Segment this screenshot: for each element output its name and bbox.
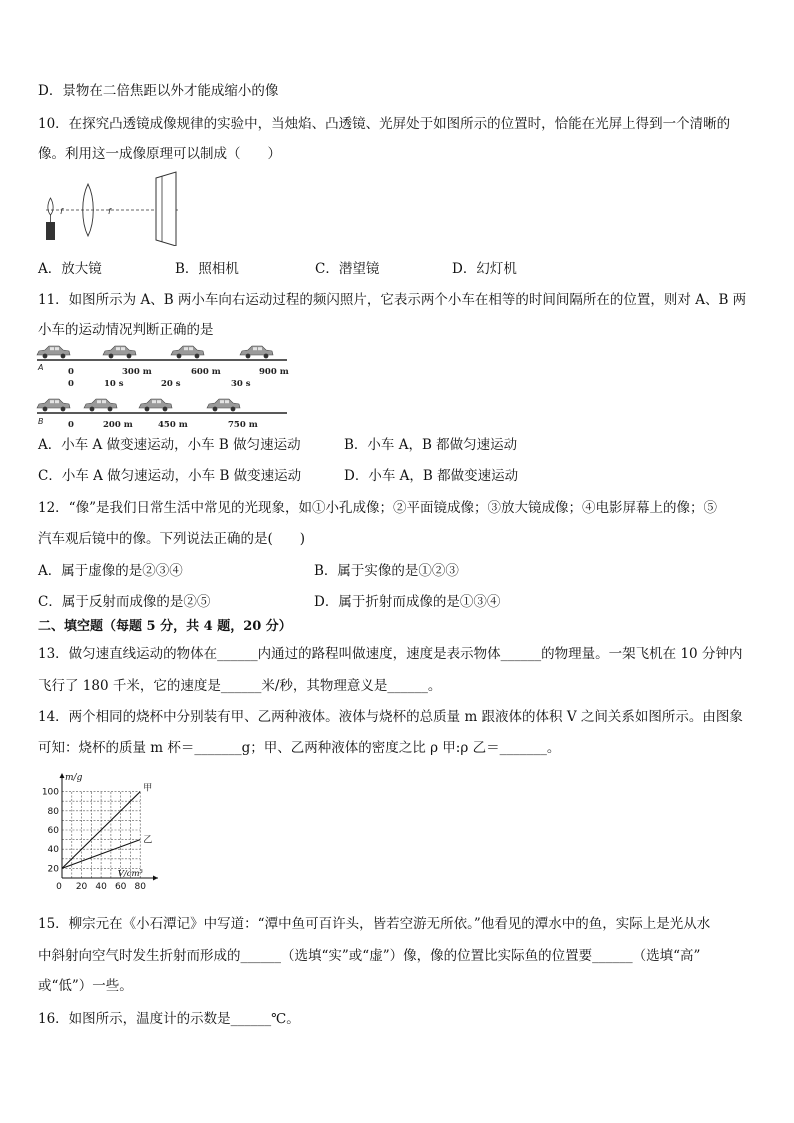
b-dist-1: 200 m — [103, 420, 133, 430]
q9-option-d: D．景物在二倍焦距以外才能成缩小的像 — [38, 83, 279, 99]
car-a-2 — [171, 346, 204, 358]
q11-option-d: D．小车 A，B 都做变速运动 — [344, 468, 519, 484]
car-b-2 — [139, 399, 172, 411]
x-tick-label: 80 — [134, 882, 146, 892]
q11-option-a: A．小车 A 做变速运动，小车 B 做匀速运动 — [38, 437, 301, 453]
y-axis-label: m/g — [65, 773, 83, 783]
q10-stem-line2: 像。利用这一成像原理可以制成（ ） — [38, 146, 281, 162]
candle-body — [46, 222, 55, 240]
y-tick-label: 60 — [47, 826, 59, 836]
car-a-3 — [240, 346, 273, 358]
car-a-0 — [37, 346, 70, 358]
q12-option-c: C．属于反射而成像的是②⑤ — [38, 594, 211, 610]
x-tick-label: 20 — [75, 882, 88, 892]
x-axis-label: V/cm³ — [117, 869, 143, 879]
q12-option-b: B．属于实像的是①②③ — [314, 563, 459, 579]
series-line-2 — [62, 840, 140, 869]
car-strobe-figure — [33, 343, 293, 433]
x-tick-label: 40 — [95, 882, 107, 892]
y-axis-arrow — [60, 773, 65, 778]
car-b-3 — [207, 399, 240, 411]
q10-stem-line1: 10．在探究凸透镜成像规律的实验中，当烛焰、凸透镜、光屏处于如图所示的位置时，恰能在光屏上得到一个清晰的 — [38, 116, 731, 132]
car-b-1 — [84, 399, 117, 411]
a-dist-0: 0 — [68, 367, 74, 377]
section-title-fill-blank: 二、填空题（每题 5 分，共 4 题，20 分） — [38, 619, 292, 634]
time-0: 0 — [68, 379, 74, 389]
q13-stem-line2: 飞行了 180 千米，它的速度是______米/秒，其物理意义是______。 — [38, 678, 442, 694]
q15-stem-line2: 中斜射向空气时发生折射而形成的______（选填“实”或“虚”）像，像的位置比实际鱼的位置要______（选填“高” — [38, 948, 701, 964]
q10-option-a: A．放大镜 — [38, 261, 102, 277]
mass-volume-chart — [38, 770, 178, 900]
q11-stem-line1: 11．如图所示为 A、B 两小车向右运动过程的频闪照片，它表示两个小车在相等的时间间隔所在的位置，则对 A、B 两 — [38, 292, 747, 308]
a-dist-2: 600 m — [191, 367, 221, 377]
q12-option-a: A．属于虚像的是②③④ — [38, 563, 183, 579]
q10-option-b: B．照相机 — [175, 261, 239, 277]
q14-stem-line1: 14．两个相同的烧杯中分别装有甲、乙两种液体。液体与烧杯的总质量 m 跟液体的体积 V 之间关系如图所示。由图象 — [38, 709, 743, 725]
q12-stem-line1: 12．“像”是我们日常生活中常见的光现象，如①小孔成像；②平面镜成像；③放大镜成像；④电影屏幕上的像；⑤ — [38, 500, 717, 516]
b-dist-3: 750 m — [228, 420, 258, 430]
lens-experiment-figure — [38, 170, 188, 246]
car-a-1 — [103, 346, 136, 358]
candle-flame — [48, 198, 53, 215]
b-dist-0: 0 — [68, 420, 74, 430]
x-axis-arrow — [153, 876, 158, 881]
car-b-0 — [37, 399, 70, 411]
y-tick-label: 80 — [47, 806, 59, 817]
time-2: 20 s — [161, 379, 181, 389]
y-tick-label: 20 — [47, 864, 59, 875]
b-dist-2: 450 m — [158, 420, 188, 430]
q15-stem-line3: 或“低”）一些。 — [38, 978, 133, 994]
focal-label-2: f — [108, 207, 111, 216]
a-dist-3: 900 m — [259, 367, 289, 377]
series-label-2: 乙 — [143, 835, 153, 846]
focal-label-1: f — [60, 207, 63, 216]
q12-option-d: D．属于折射而成像的是①③④ — [314, 594, 501, 610]
q11-option-b: B．小车 A，B 都做匀速运动 — [344, 437, 518, 453]
y-tick-label: 40 — [47, 845, 59, 856]
q13-stem-line1: 13．做匀速直线运动的物体在______内通过的路程叫做速度，速度是表示物体______的物理量。一架飞机在 10 分钟内 — [38, 646, 743, 662]
q12-stem-line2: 汽车观后镜中的像。下列说法正确的是( ) — [38, 531, 306, 547]
q11-option-c: C．小车 A 做匀速运动，小车 B 做变速运动 — [38, 468, 302, 484]
q10-option-d: D．幻灯机 — [452, 261, 517, 277]
track-a-label: A — [38, 363, 44, 372]
time-1: 10 s — [104, 379, 124, 389]
x-tick-label: 0 — [56, 882, 62, 892]
y-tick-label: 100 — [41, 787, 59, 798]
series-label-1: 甲 — [143, 783, 153, 794]
q11-stem-line2: 小车的运动情况判断正确的是 — [38, 322, 214, 338]
q14-stem-line2: 可知：烧杯的质量 m 杯＝_______g；甲、乙两种液体的密度之比 ρ 甲:ρ 乙＝_______。 — [38, 740, 561, 756]
q10-option-c: C．潜望镜 — [315, 261, 380, 277]
q16-stem-line1: 16．如图所示，温度计的示数是______℃。 — [38, 1011, 300, 1027]
light-screen — [156, 172, 176, 246]
track-b-label: B — [38, 417, 44, 426]
time-3: 30 s — [231, 379, 251, 389]
a-dist-1: 300 m — [122, 367, 152, 377]
q15-stem-line1: 15．柳宗元在《小石潭记》中写道：“潭中鱼可百许头，皆若空游无所依。”他看见的潭水中的鱼，实际上是光从水 — [38, 916, 711, 932]
x-tick-label: 60 — [114, 882, 127, 892]
